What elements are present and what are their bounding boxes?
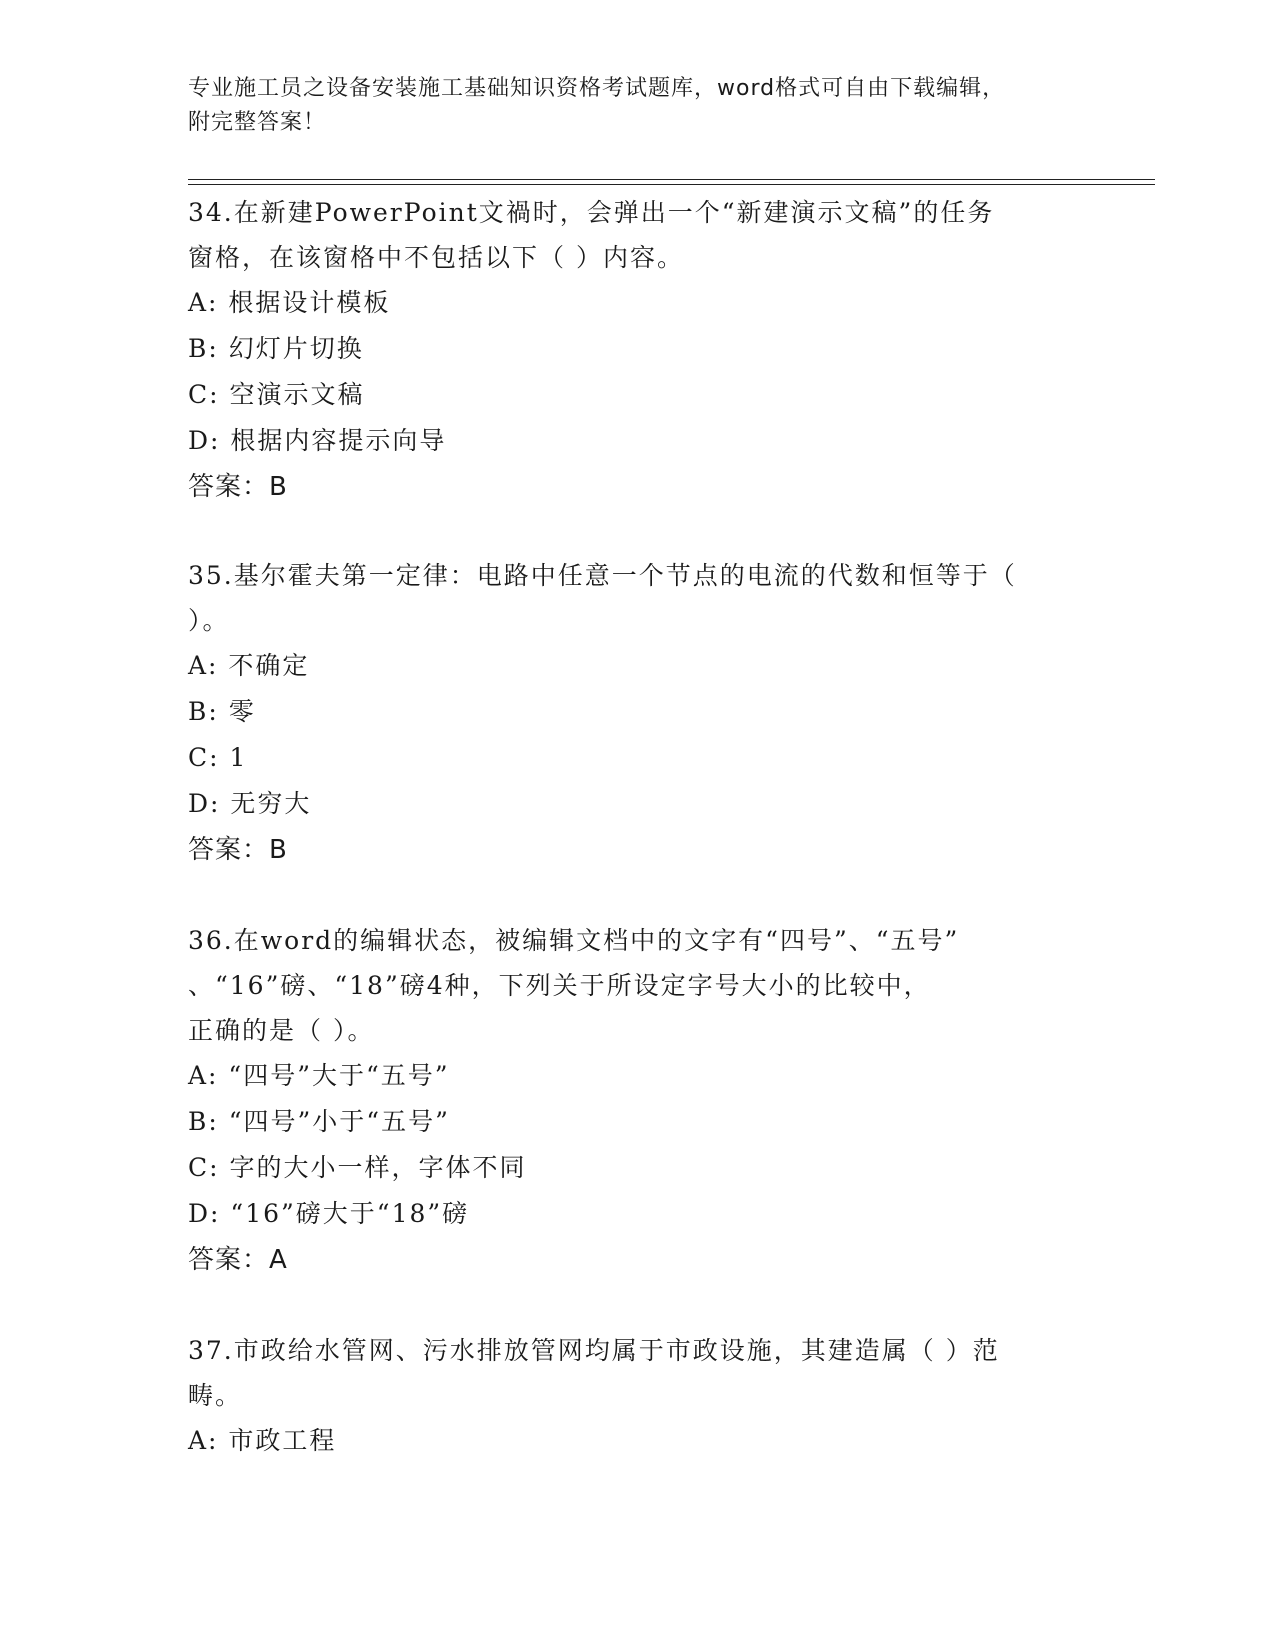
question-stem-line: 34.在新建PowerPoint文禍时，会弹出一个“新建演示文稿”的任务	[188, 198, 995, 227]
option-d: D: “16”磅大于“18”磅	[188, 1199, 470, 1228]
option-c: C: 空演示文稿	[188, 380, 365, 409]
question-stem-line: 37.市政给水管网、污水排放管网均属于市政设施，其建造属（ ）范	[188, 1336, 1000, 1365]
question-stem-line: 36.在word的编辑状态，被编辑文档中的文字有“四号”、“五号”	[188, 926, 960, 955]
answer-line: 答案：A	[188, 1245, 288, 1275]
question-36	[188, 918, 1088, 1283]
option-a: A: 市政工程	[188, 1426, 337, 1455]
option-a: A: 不确定	[188, 651, 310, 680]
option-b: B: 零	[188, 697, 256, 726]
question-34	[188, 190, 1088, 510]
answer-line: 答案：B	[188, 472, 288, 502]
question-stem-line: ）。	[188, 606, 230, 635]
question-35	[188, 553, 1088, 873]
question-stem-line: 正确的是（ ）。	[188, 1016, 375, 1045]
question-37	[188, 1328, 1088, 1464]
option-d: D: 根据内容提示向导	[188, 426, 447, 455]
option-c: C: 字的大小一样，字体不同	[188, 1153, 527, 1182]
option-b: B: “四号”小于“五号”	[188, 1107, 450, 1136]
option-b: B: 幻灯片切换	[188, 334, 364, 363]
question-stem-line: 窗格，在该窗格中不包括以下（ ）内容。	[188, 243, 684, 272]
option-c: C: 1	[188, 743, 248, 772]
question-stem-line: 畴。	[188, 1381, 243, 1410]
question-stem-line: 、“16”磅、“18”磅4种，下列关于所设定字号大小的比较中，	[188, 971, 931, 1000]
answer-line: 答案：B	[188, 835, 288, 865]
option-a: A: 根据设计模板	[188, 288, 391, 317]
document-header	[188, 72, 1068, 140]
header-line-1: 专业施工员之设备安装施工基础知识资格考试题库，word格式可自由下载编辑，	[188, 76, 1006, 101]
question-stem-line: 35.基尔霍夫第一定律：电路中任意一个节点的电流的代数和恒等于（	[188, 561, 1017, 590]
header-divider-bottom	[188, 184, 1155, 185]
header-line-2: 附完整答案！	[188, 110, 327, 135]
header-divider-top	[188, 179, 1155, 180]
option-d: D: 无穷大	[188, 789, 312, 818]
option-a: A: “四号”大于“五号”	[188, 1061, 450, 1090]
